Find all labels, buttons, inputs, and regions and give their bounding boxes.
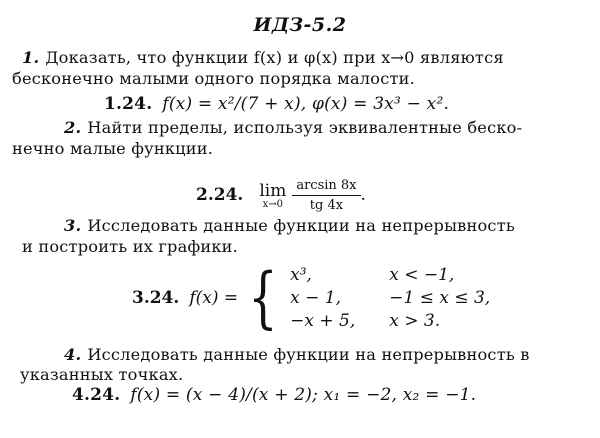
task2-text-line1: Найти пределы, используя эквивалентные беско-	[87, 118, 523, 137]
case-1-cond: x < −1,	[389, 265, 455, 285]
task2-limit-formula	[196, 170, 366, 220]
task4-text-line2: указанных точках.	[20, 365, 184, 384]
lim-word: lim	[259, 180, 287, 201]
task1-formula: f(x) = x²/(7 + x), φ(x) = 3x³ − x².	[162, 94, 450, 114]
task3-number: 3.	[64, 216, 82, 235]
task2-number: 2.	[64, 118, 82, 137]
task2-text-line2: нечно малые функции.	[12, 139, 214, 158]
case-2-cond: −1 ≤ x ≤ 3,	[389, 288, 491, 308]
limit-operator	[259, 181, 286, 210]
task1-formula-number: 1.24.	[104, 94, 153, 114]
case-1-expr: x³,	[290, 265, 312, 285]
task2-formula-number: 2.24.	[196, 185, 244, 205]
case-3-cond: x > 3.	[389, 311, 441, 331]
task4-line1	[64, 345, 580, 365]
piecewise-lhs: f(x) =	[189, 288, 239, 308]
task1-formula-line	[104, 94, 580, 114]
task2-line1	[64, 118, 580, 138]
task4-formula: f(x) = (x − 4)/(x + 2); x₁ = −2, x₂ = −1.	[130, 385, 477, 405]
task1-text-line1: Доказать, что функции f(x) и φ(x) при x→0 являются	[45, 48, 504, 67]
task3-piecewise-formula	[132, 259, 491, 336]
task1-number: 1.	[22, 48, 40, 67]
task4-text-line1: Исследовать данные функции на непрерывность в	[87, 345, 530, 364]
case-2-expr: x − 1,	[290, 288, 341, 308]
limit-end-dot: .	[360, 185, 366, 205]
task3-text-line2: и построить их графики.	[22, 237, 238, 256]
lim-subscript: x→0	[262, 198, 284, 210]
limit-fraction	[292, 178, 360, 213]
task4-formula-line	[72, 385, 580, 405]
fraction-numerator: arcsin 8x	[292, 178, 360, 196]
task4-formula-number: 4.24.	[72, 385, 121, 405]
task3-formula-number: 3.24.	[132, 288, 180, 308]
task3-line2	[22, 237, 580, 257]
task1-line2	[12, 69, 580, 89]
task2-line2	[12, 139, 580, 159]
task1-text-line2: бесконечно малыми одного порядка малости.	[12, 69, 415, 88]
task1-line1	[22, 48, 580, 68]
left-brace-icon: {	[248, 259, 278, 336]
task3-line1	[64, 216, 580, 236]
task3-text-line1: Исследовать данные функции на непрерывность	[87, 216, 515, 235]
document-title: ИДЗ-5.2	[253, 14, 347, 36]
case-3-expr: −x + 5,	[290, 311, 356, 331]
task4-number: 4.	[64, 345, 82, 364]
task4-line2	[20, 365, 580, 385]
fraction-denominator: tg 4x	[309, 197, 344, 213]
piecewise-cases	[290, 264, 490, 332]
